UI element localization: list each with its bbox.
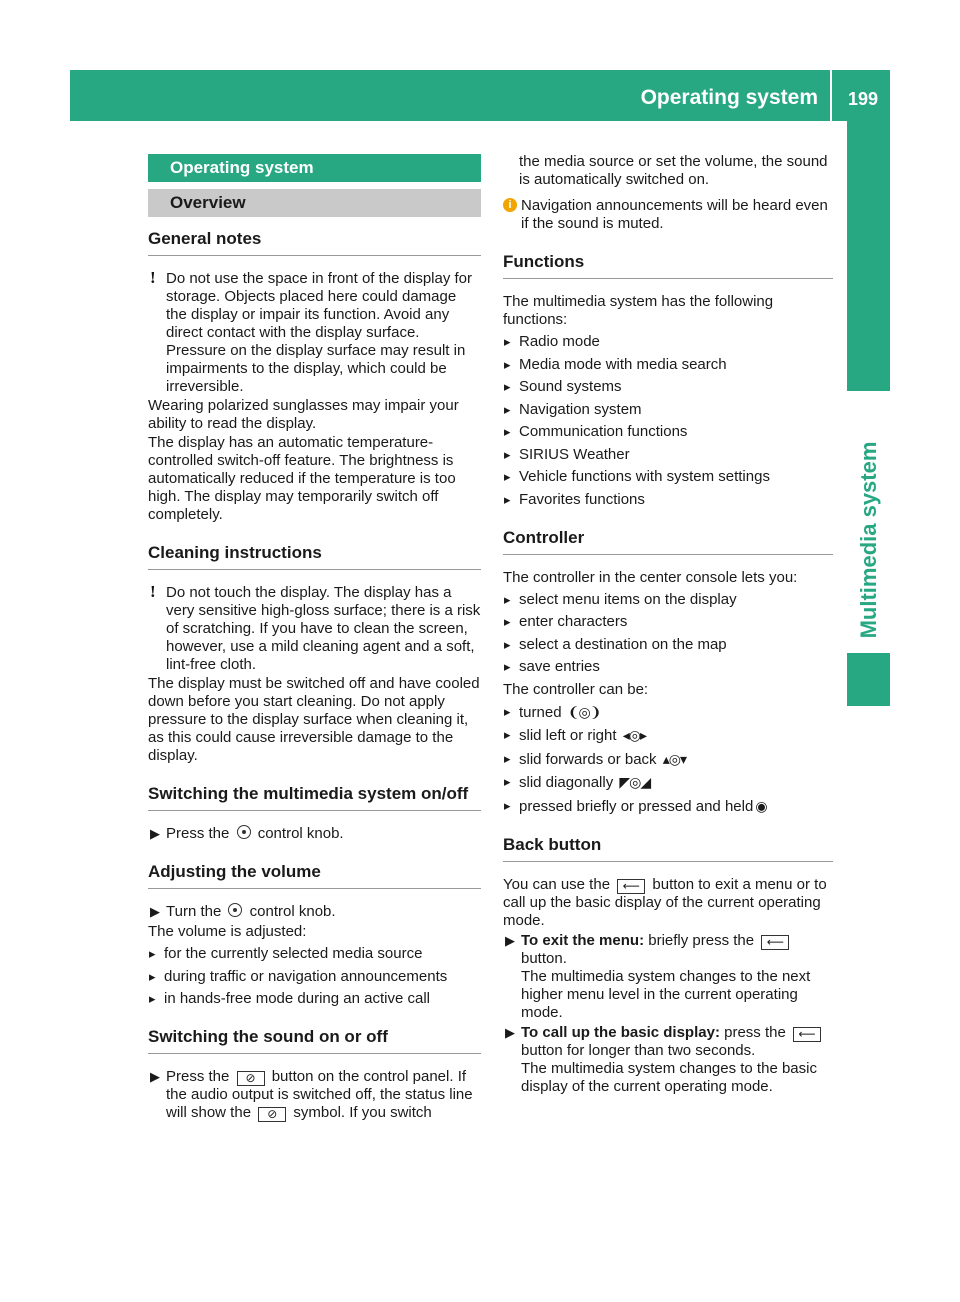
list-item-text: for the currently selected media source bbox=[164, 945, 423, 962]
step-arrow-icon: ▶ bbox=[150, 1069, 160, 1084]
side-tab bbox=[847, 121, 890, 391]
step-text: Press the bbox=[166, 825, 230, 842]
heading-back-button: Back button bbox=[503, 834, 833, 862]
list-item bbox=[148, 968, 481, 986]
page-header bbox=[70, 70, 890, 121]
bullet-icon: ▸ bbox=[504, 727, 511, 742]
bullet-icon: ▸ bbox=[504, 446, 511, 462]
bullet-list bbox=[148, 945, 481, 1008]
list-item bbox=[503, 636, 833, 654]
info-text: Navigation announcements will be heard even if the sound is muted. bbox=[521, 197, 828, 232]
instruction-step bbox=[148, 903, 481, 921]
list-item bbox=[503, 726, 833, 745]
list-item-text: select menu items on the display bbox=[519, 590, 737, 608]
list-item-text: SIRIUS Weather bbox=[519, 445, 630, 463]
list-item-text: slid forwards or back bbox=[519, 750, 657, 768]
list-item bbox=[503, 446, 833, 464]
step-text: symbol. If you switch bbox=[293, 1104, 432, 1121]
list-item-text: select a destination on the map bbox=[519, 635, 727, 653]
step-text: button for longer than two seconds. bbox=[521, 1041, 756, 1059]
list-item-text: enter characters bbox=[519, 613, 628, 630]
bullet-icon: ▸ bbox=[504, 334, 511, 349]
heading-sound: Switching the sound on or off bbox=[148, 1026, 481, 1054]
list-item bbox=[503, 658, 833, 676]
step-text: The multimedia system changes to the basic display of the current operating mode. bbox=[521, 1059, 817, 1095]
info-note bbox=[503, 197, 833, 233]
step-text: Turn the bbox=[166, 903, 222, 920]
list-item bbox=[503, 773, 833, 792]
list-item-text: pressed briefly or pressed and held bbox=[519, 797, 754, 815]
mute-icon: ⊘ bbox=[258, 1107, 286, 1122]
back-icon: ⟵ bbox=[793, 1027, 821, 1042]
heading-general-notes: General notes bbox=[148, 228, 481, 256]
list-item-text: during traffic or navigation announcements bbox=[164, 967, 448, 985]
list-item bbox=[503, 491, 833, 509]
warning-note bbox=[148, 584, 481, 674]
heading-switching: Switching the multimedia system on/off bbox=[148, 783, 481, 811]
list-item bbox=[503, 750, 833, 769]
list-item bbox=[503, 333, 833, 351]
warning-note bbox=[148, 270, 481, 396]
instruction-step bbox=[148, 825, 481, 843]
instruction-step bbox=[503, 932, 833, 1022]
step-text: Press the bbox=[166, 1068, 230, 1085]
step-text: control knob. bbox=[249, 903, 336, 920]
step-text: button. bbox=[521, 949, 567, 967]
bullet-icon: ▸ bbox=[149, 968, 156, 984]
bullet-icon: ▸ bbox=[504, 424, 511, 439]
paragraph-text: button to exit a menu or to call up the basic display of the current operating mode. bbox=[503, 875, 827, 929]
list-item bbox=[503, 401, 833, 419]
paragraph: The display has an automatic temperature-controlled switch-off feature. The brightness is automatically reduced if the temperature is too high. The display may temporarily switch off completely. bbox=[148, 434, 456, 523]
step-label: To call up the basic display: bbox=[521, 1023, 720, 1041]
bullet-icon: ▸ bbox=[504, 469, 511, 484]
heading-functions: Functions bbox=[503, 251, 833, 279]
bullet-list bbox=[503, 333, 833, 509]
bullet-icon: ▸ bbox=[504, 774, 511, 789]
bullet-icon: ▸ bbox=[504, 491, 511, 507]
list-item bbox=[503, 613, 833, 631]
list-item-text: in hands-free mode during an active call bbox=[164, 990, 430, 1007]
bullet-icon: ▸ bbox=[504, 401, 511, 417]
bullet-icon: ▸ bbox=[504, 703, 511, 719]
heading-cleaning: Cleaning instructions bbox=[148, 542, 481, 570]
bullet-icon: ▸ bbox=[504, 659, 511, 674]
bullet-icon: ▸ bbox=[149, 991, 156, 1006]
instruction-step bbox=[503, 1024, 833, 1096]
list-item bbox=[503, 468, 833, 486]
bullet-icon: ▸ bbox=[504, 356, 511, 372]
list-item bbox=[503, 703, 833, 722]
bullet-icon: ▸ bbox=[504, 379, 511, 394]
heading-controller: Controller bbox=[503, 527, 833, 555]
paragraph: The display must be switched off and have cooled down before you start cleaning. Do not apply pressure to the display surface when cleaning it, as this could cause irreversible damage to the display. bbox=[148, 675, 480, 764]
bullet-icon: ▸ bbox=[504, 591, 511, 607]
list-item bbox=[503, 423, 833, 441]
bullet-icon: ▸ bbox=[149, 946, 156, 961]
step-text: press the bbox=[724, 1023, 786, 1041]
paragraph: The multimedia system has the following functions: bbox=[503, 293, 774, 328]
bullet-icon: ▸ bbox=[504, 750, 511, 766]
page-number: 199 bbox=[847, 89, 878, 109]
list-item-text: Media mode with media search bbox=[519, 355, 727, 373]
side-label: Multimedia system bbox=[856, 441, 881, 639]
list-item-text: Navigation system bbox=[519, 400, 642, 418]
step-arrow-icon: ▶ bbox=[505, 932, 515, 948]
bullet-icon: ▸ bbox=[504, 797, 511, 813]
list-item bbox=[148, 990, 481, 1008]
subsection-title: Overview bbox=[148, 189, 481, 217]
controller-press-icon: ◉ bbox=[755, 797, 767, 814]
left-column bbox=[148, 150, 481, 1124]
list-item-text: Favorites functions bbox=[519, 490, 645, 508]
list-item-text: slid diagonally bbox=[519, 774, 614, 791]
list-item-text: Sound systems bbox=[519, 378, 622, 395]
list-item bbox=[148, 945, 481, 963]
header-divider bbox=[830, 70, 832, 121]
side-marker bbox=[847, 653, 890, 706]
step-arrow-icon: ▶ bbox=[150, 826, 160, 841]
step-text: button on the control panel. If the audio output is switched off, the status line will show the bbox=[166, 1068, 473, 1121]
step-arrow-icon: ▶ bbox=[505, 1024, 515, 1040]
control-knob-icon bbox=[237, 825, 251, 839]
paragraph: Wearing polarized sunglasses may impair your ability to read the display. bbox=[148, 397, 459, 432]
step-text: control knob. bbox=[257, 825, 344, 842]
control-knob-icon bbox=[228, 903, 242, 917]
list-item-text: Radio mode bbox=[519, 333, 600, 350]
back-icon: ⟵ bbox=[617, 879, 645, 894]
mute-icon: ⊘ bbox=[237, 1071, 265, 1086]
controller-turn-icon: ❨◎❩ bbox=[567, 703, 601, 720]
header-title: Operating system bbox=[640, 86, 818, 109]
paragraph: The controller in the center console lets you: bbox=[503, 568, 798, 586]
info-icon: i bbox=[503, 198, 517, 212]
right-column bbox=[503, 153, 833, 1098]
warning-text: Do not use the space in front of the display for storage. Objects placed here could damage the display or impair its function. Avoid any direct contact with the display surface. Pressure on the display surface may result in impairments to the display, which could be irreversible. bbox=[166, 270, 473, 395]
list-item-text: Vehicle functions with system settings bbox=[519, 468, 770, 485]
warning-text: Do not touch the display. The display has a very sensitive high-gloss surface; there is a risk of scratching. If you have to clean the screen, however, use a mild cleaning agent and a soft, lint-free cloth. bbox=[166, 584, 481, 673]
paragraph: The volume is adjusted: bbox=[148, 923, 307, 940]
paragraph: The controller can be: bbox=[503, 680, 649, 698]
back-icon: ⟵ bbox=[761, 935, 789, 950]
list-item bbox=[503, 591, 833, 609]
paragraph bbox=[503, 876, 833, 930]
list-item-text: slid left or right bbox=[519, 727, 617, 744]
bullet-list bbox=[503, 591, 833, 677]
bullet-icon: ▸ bbox=[504, 636, 511, 652]
controller-slide-lr-icon: ◂◎▸ bbox=[622, 727, 646, 743]
instruction-step bbox=[148, 1068, 481, 1122]
bullet-list bbox=[503, 703, 833, 816]
step-text: briefly press the bbox=[648, 931, 755, 949]
step-text: The multimedia system changes to the next higher menu level in the current operating mode. bbox=[521, 967, 811, 1021]
list-item-text: turned bbox=[519, 703, 562, 721]
step-label: To exit the menu: bbox=[521, 931, 645, 949]
section-title: Operating system bbox=[148, 154, 481, 182]
heading-volume: Adjusting the volume bbox=[148, 861, 481, 889]
list-item bbox=[503, 356, 833, 374]
warning-icon: ! bbox=[150, 268, 156, 287]
list-item-text: Communication functions bbox=[519, 423, 688, 440]
continued-text: the media source or set the volume, the sound is automatically switched on. bbox=[519, 153, 828, 188]
list-item bbox=[503, 797, 833, 816]
list-item bbox=[503, 378, 833, 396]
controller-slide-fb-icon: ▴◎▾ bbox=[662, 750, 687, 767]
step-arrow-icon: ▶ bbox=[150, 904, 160, 919]
list-item-text: save entries bbox=[519, 658, 600, 675]
paragraph-text: You can use the bbox=[503, 875, 611, 893]
warning-icon: ! bbox=[150, 582, 156, 601]
controller-slide-diag-icon: ◤◎◢ bbox=[619, 774, 651, 790]
bullet-icon: ▸ bbox=[504, 614, 511, 629]
